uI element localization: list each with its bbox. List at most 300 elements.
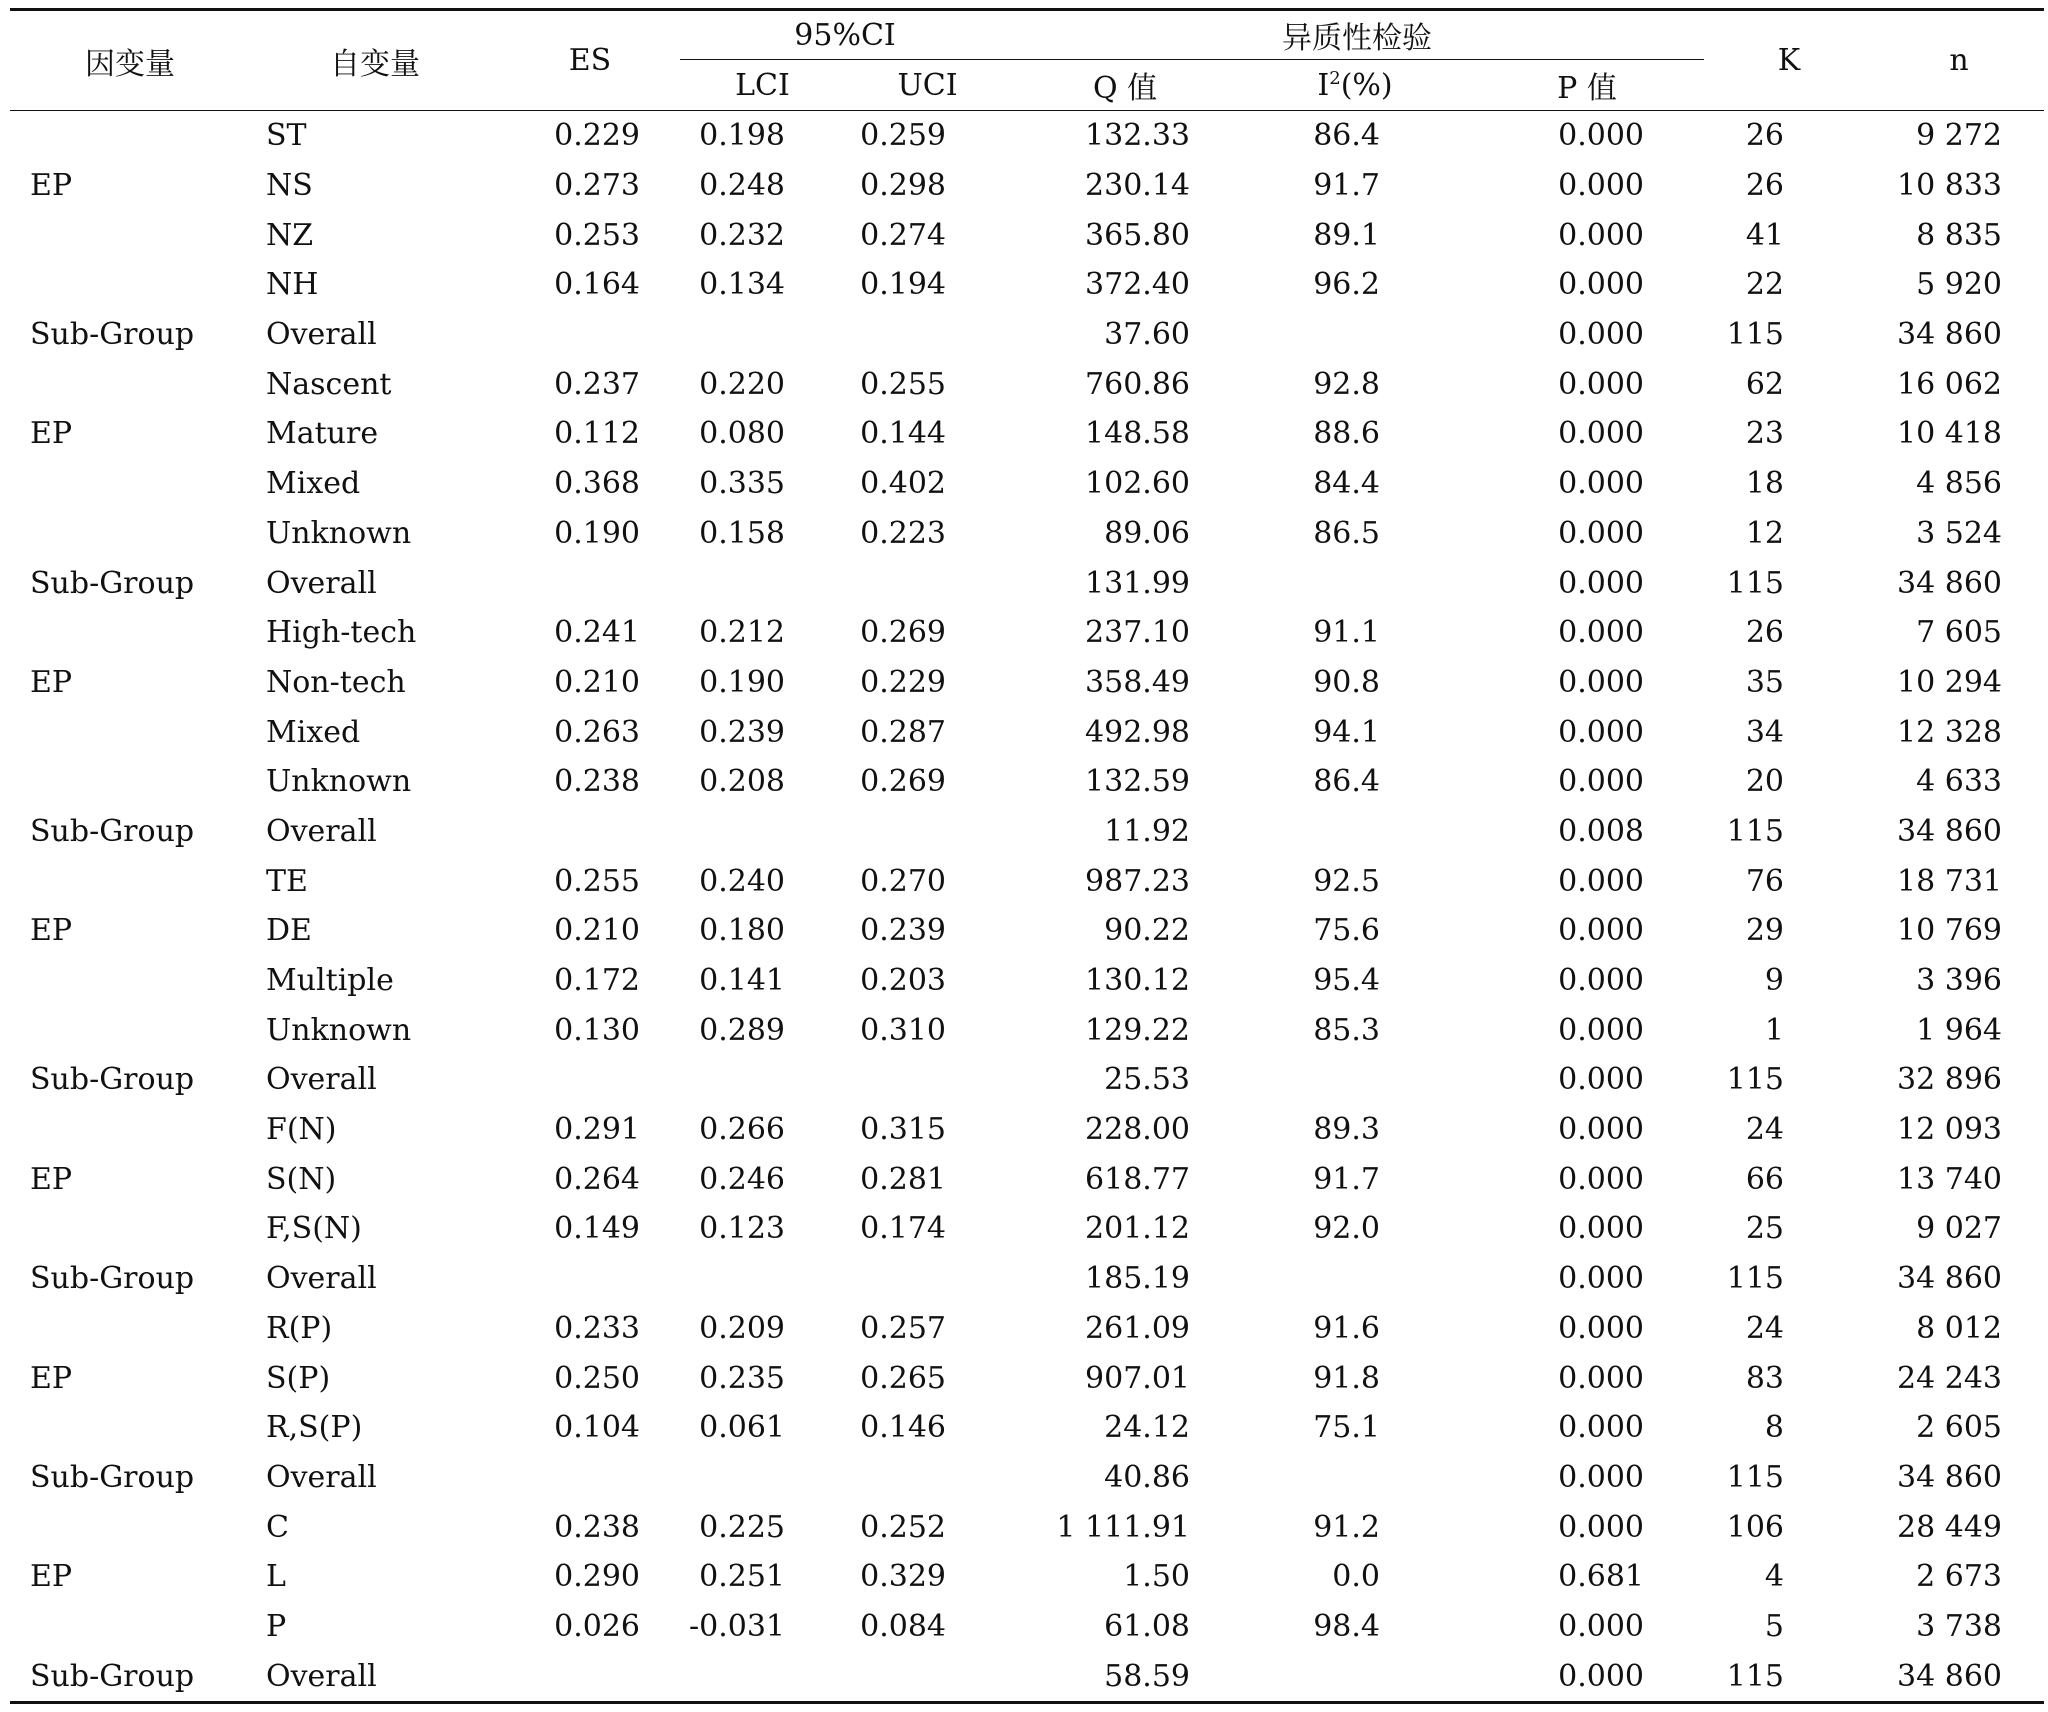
cell-p-value: 0.000 xyxy=(1558,1261,1645,1297)
header-dependent-variable: 因变量 xyxy=(10,10,250,111)
cell-dependent-variable xyxy=(10,1502,250,1552)
cell-i-squared: 91.8 xyxy=(1313,1360,1381,1396)
cell-q-value: 11.92 xyxy=(1104,813,1191,849)
cell-independent-variable: Mixed xyxy=(266,714,361,750)
cell-effect-size xyxy=(500,1254,680,1304)
cell-q-value: 37.60 xyxy=(1104,317,1191,353)
cell-effect-size: 0.238 xyxy=(554,1509,640,1545)
cell-uci xyxy=(845,1453,1010,1503)
cell-n: 34 860 xyxy=(1897,1261,2003,1297)
cell-i-squared xyxy=(1240,558,1470,608)
cell-n: 1 964 xyxy=(1916,1012,2003,1048)
cell-lci xyxy=(680,807,845,857)
cell-i-squared: 88.6 xyxy=(1313,416,1381,452)
cell-q-value: 132.33 xyxy=(1085,118,1191,154)
cell-p-value: 0.681 xyxy=(1558,1559,1645,1595)
cell-q-value: 492.98 xyxy=(1085,714,1191,750)
cell-independent-variable: NS xyxy=(266,168,313,204)
meta-analysis-table xyxy=(10,8,2044,1704)
cell-effect-size: 0.172 xyxy=(554,963,640,999)
cell-q-value: 89.06 xyxy=(1104,515,1191,551)
cell-i-squared: 91.2 xyxy=(1313,1509,1381,1545)
cell-uci: 0.146 xyxy=(860,1410,947,1446)
cell-effect-size: 0.253 xyxy=(554,217,640,253)
cell-independent-variable: ST xyxy=(266,118,307,154)
table-row xyxy=(10,1453,2044,1503)
cell-lci: 0.123 xyxy=(699,1211,785,1247)
cell-independent-variable: Non-tech xyxy=(266,664,406,700)
cell-q-value: 201.12 xyxy=(1085,1211,1191,1247)
header-k: K xyxy=(1704,10,1874,111)
cell-uci: 0.174 xyxy=(860,1211,947,1247)
cell-n: 34 860 xyxy=(1897,813,2003,849)
cell-q-value: 237.10 xyxy=(1085,615,1191,651)
cell-k: 115 xyxy=(1704,1651,1874,1702)
cell-k: 18 xyxy=(1745,466,1785,502)
table-row xyxy=(10,509,2044,559)
cell-i-squared: 84.4 xyxy=(1313,466,1381,502)
cell-n: 10 769 xyxy=(1897,913,2003,949)
cell-dependent-variable: Sub-Group xyxy=(30,1459,195,1495)
header-i-squared xyxy=(1240,60,1470,111)
cell-dependent-variable: EP xyxy=(30,1360,73,1396)
cell-independent-variable: Mature xyxy=(266,416,379,452)
cell-dependent-variable: Sub-Group xyxy=(30,813,195,849)
cell-dependent-variable xyxy=(10,1403,250,1453)
cell-n: 4 633 xyxy=(1916,764,2003,800)
cell-q-value: 58.59 xyxy=(1010,1651,1240,1702)
cell-p-value: 0.000 xyxy=(1558,565,1645,601)
cell-p-value: 0.000 xyxy=(1558,118,1645,154)
cell-effect-size: 0.368 xyxy=(554,466,640,502)
table-row xyxy=(10,1403,2044,1453)
cell-i-squared: 86.4 xyxy=(1313,764,1381,800)
cell-effect-size: 0.210 xyxy=(554,664,640,700)
cell-uci xyxy=(845,310,1010,360)
header-p-value: P 值 xyxy=(1470,60,1704,111)
cell-q-value: 40.86 xyxy=(1104,1459,1191,1495)
cell-p-value: 0.000 xyxy=(1470,1651,1704,1702)
table-row xyxy=(10,1154,2044,1204)
cell-independent-variable: Unknown xyxy=(266,764,412,800)
header-independent-variable: 自变量 xyxy=(250,10,500,111)
cell-uci: 0.144 xyxy=(860,416,947,452)
cell-dependent-variable xyxy=(10,856,250,906)
cell-uci: 0.315 xyxy=(860,1112,947,1148)
cell-i-squared: 91.7 xyxy=(1313,1161,1381,1197)
header-uci: UCI xyxy=(845,60,1010,111)
cell-uci: 0.239 xyxy=(860,913,947,949)
cell-n: 18 731 xyxy=(1897,863,2003,899)
cell-uci: 0.084 xyxy=(860,1608,947,1644)
cell-k: 115 xyxy=(1726,565,1785,601)
cell-uci: 0.194 xyxy=(860,267,947,303)
header-n: n xyxy=(1874,10,2044,111)
cell-dependent-variable: Sub-Group xyxy=(30,1062,195,1098)
cell-q-value: 131.99 xyxy=(1085,565,1191,601)
table-row xyxy=(10,310,2044,360)
cell-k: 24 xyxy=(1745,1310,1785,1346)
cell-k: 9 xyxy=(1764,963,1785,999)
cell-p-value: 0.000 xyxy=(1558,168,1645,204)
cell-effect-size: 0.130 xyxy=(554,1012,640,1048)
cell-i-squared: 92.8 xyxy=(1313,366,1381,402)
cell-p-value: 0.000 xyxy=(1558,863,1645,899)
table-row xyxy=(10,459,2044,509)
cell-q-value: 25.53 xyxy=(1104,1062,1191,1098)
cell-effect-size: 0.238 xyxy=(554,764,640,800)
cell-p-value: 0.000 xyxy=(1558,1509,1645,1545)
cell-lci: 0.248 xyxy=(699,168,785,204)
table-row xyxy=(10,906,2044,956)
cell-dependent-variable xyxy=(10,757,250,807)
cell-dependent-variable xyxy=(10,359,250,409)
cell-p-value: 0.000 xyxy=(1558,267,1645,303)
cell-n: 12 093 xyxy=(1897,1112,2003,1148)
cell-independent-variable: Overall xyxy=(266,1459,377,1495)
cell-p-value: 0.000 xyxy=(1558,1310,1645,1346)
cell-dependent-variable xyxy=(10,260,250,310)
cell-independent-variable: L xyxy=(266,1559,286,1595)
table-row xyxy=(10,1552,2044,1602)
cell-n: 34 860 xyxy=(1897,1459,2003,1495)
cell-q-value: 261.09 xyxy=(1085,1310,1191,1346)
cell-i-squared: 75.1 xyxy=(1313,1410,1381,1446)
cell-uci xyxy=(845,807,1010,857)
cell-independent-variable: NZ xyxy=(266,217,314,253)
cell-p-value: 0.000 xyxy=(1558,366,1645,402)
cell-n: 10 833 xyxy=(1897,168,2003,204)
cell-i-squared: 92.0 xyxy=(1313,1211,1381,1247)
cell-k: 62 xyxy=(1745,366,1785,402)
cell-uci: 0.203 xyxy=(860,963,947,999)
table-row xyxy=(10,856,2044,906)
cell-effect-size: 0.026 xyxy=(554,1608,640,1644)
cell-n: 3 524 xyxy=(1916,515,2003,551)
cell-independent-variable: S(P) xyxy=(266,1360,331,1396)
cell-lci: 0.289 xyxy=(699,1012,785,1048)
cell-uci: 0.310 xyxy=(860,1012,947,1048)
cell-k: 115 xyxy=(1726,1261,1785,1297)
cell-n: 24 243 xyxy=(1897,1360,2003,1396)
cell-lci xyxy=(680,1254,845,1304)
cell-dependent-variable: EP xyxy=(30,664,73,700)
cell-lci: 0.335 xyxy=(699,466,785,502)
cell-q-value: 130.12 xyxy=(1085,963,1191,999)
cell-effect-size xyxy=(500,1651,680,1702)
table-body xyxy=(10,111,2044,1703)
cell-i-squared: 92.5 xyxy=(1313,863,1381,899)
table-row xyxy=(10,558,2044,608)
cell-effect-size: 0.250 xyxy=(554,1360,640,1396)
cell-uci: 0.257 xyxy=(860,1310,947,1346)
table-row xyxy=(10,1304,2044,1354)
cell-uci: 0.229 xyxy=(860,664,947,700)
table-row xyxy=(10,1005,2044,1055)
cell-lci: 0.061 xyxy=(699,1410,785,1446)
cell-k: 26 xyxy=(1745,615,1785,651)
cell-effect-size: 0.104 xyxy=(554,1410,640,1446)
cell-independent-variable: C xyxy=(266,1509,289,1545)
cell-k: 115 xyxy=(1726,1062,1785,1098)
cell-p-value: 0.000 xyxy=(1558,217,1645,253)
cell-n: 2 673 xyxy=(1916,1559,2003,1595)
header-q-value: Q 值 xyxy=(1010,60,1240,111)
table-row xyxy=(10,111,2044,161)
cell-p-value: 0.000 xyxy=(1558,714,1645,750)
table-row xyxy=(10,1204,2044,1254)
cell-independent-variable: High-tech xyxy=(266,615,417,651)
cell-dependent-variable: Sub-Group xyxy=(10,1651,250,1702)
cell-i-squared: 96.2 xyxy=(1313,267,1381,303)
cell-n: 2 605 xyxy=(1916,1410,2003,1446)
cell-effect-size xyxy=(500,1055,680,1105)
cell-lci: 0.134 xyxy=(699,267,785,303)
header-confidence-interval: 95%CI xyxy=(680,10,1010,60)
cell-k: 12 xyxy=(1745,515,1785,551)
table-row xyxy=(10,608,2044,658)
table-row xyxy=(10,409,2044,459)
cell-i-squared: 89.1 xyxy=(1313,217,1381,253)
cell-uci: 0.329 xyxy=(860,1559,947,1595)
table-row xyxy=(10,956,2044,1006)
cell-dependent-variable xyxy=(10,1602,250,1652)
cell-p-value: 0.000 xyxy=(1558,764,1645,800)
cell-uci: 0.402 xyxy=(860,466,947,502)
cell-independent-variable: S(N) xyxy=(266,1161,337,1197)
header-i-squared-base: I xyxy=(1317,67,1330,103)
cell-p-value: 0.000 xyxy=(1558,466,1645,502)
cell-i-squared xyxy=(1240,1651,1470,1702)
cell-i-squared: 0.0 xyxy=(1332,1559,1381,1595)
cell-n: 34 860 xyxy=(1874,1651,2044,1702)
cell-i-squared: 85.3 xyxy=(1313,1012,1381,1048)
cell-k: 26 xyxy=(1745,168,1785,204)
cell-independent-variable: Overall xyxy=(266,317,377,353)
cell-dependent-variable xyxy=(10,509,250,559)
table-row xyxy=(10,1651,2044,1702)
cell-dependent-variable xyxy=(10,707,250,757)
cell-lci: 0.266 xyxy=(699,1112,785,1148)
cell-effect-size xyxy=(500,310,680,360)
cell-dependent-variable xyxy=(10,210,250,260)
cell-n: 34 860 xyxy=(1897,565,2003,601)
cell-p-value: 0.000 xyxy=(1558,1012,1645,1048)
cell-n: 10 418 xyxy=(1897,416,2003,452)
cell-effect-size: 0.290 xyxy=(554,1559,640,1595)
cell-uci xyxy=(845,558,1010,608)
cell-n: 4 856 xyxy=(1916,466,2003,502)
cell-effect-size: 0.255 xyxy=(554,863,640,899)
cell-n: 34 860 xyxy=(1897,317,2003,353)
cell-effect-size: 0.273 xyxy=(554,168,640,204)
cell-independent-variable: Nascent xyxy=(266,366,392,402)
cell-k: 66 xyxy=(1745,1161,1785,1197)
cell-dependent-variable: EP xyxy=(30,1559,73,1595)
cell-dependent-variable xyxy=(10,1304,250,1354)
cell-uci: 0.281 xyxy=(860,1161,947,1197)
cell-lci: 0.141 xyxy=(699,963,785,999)
cell-effect-size xyxy=(500,1453,680,1503)
cell-lci: 0.220 xyxy=(699,366,785,402)
header-i-squared-sup: 2 xyxy=(1329,67,1341,89)
cell-n: 10 294 xyxy=(1897,664,2003,700)
cell-dependent-variable: EP xyxy=(30,416,73,452)
cell-k: 35 xyxy=(1745,664,1785,700)
cell-effect-size: 0.149 xyxy=(554,1211,640,1247)
cell-independent-variable: NH xyxy=(266,267,319,303)
cell-independent-variable: Multiple xyxy=(266,963,394,999)
cell-lci: -0.031 xyxy=(688,1608,785,1644)
table-row xyxy=(10,1105,2044,1155)
table-row xyxy=(10,1602,2044,1652)
cell-i-squared: 90.8 xyxy=(1313,664,1381,700)
cell-i-squared: 75.6 xyxy=(1313,913,1381,949)
cell-k: 76 xyxy=(1745,863,1785,899)
cell-i-squared: 89.3 xyxy=(1313,1112,1381,1148)
cell-uci: 0.287 xyxy=(860,714,947,750)
cell-effect-size: 0.237 xyxy=(554,366,640,402)
table-row xyxy=(10,1353,2044,1403)
results-table-container xyxy=(10,8,2044,1704)
cell-lci: 0.232 xyxy=(699,217,785,253)
cell-dependent-variable: EP xyxy=(30,168,73,204)
cell-uci: 0.265 xyxy=(860,1360,947,1396)
cell-k: 26 xyxy=(1745,118,1785,154)
cell-q-value: 1.50 xyxy=(1123,1559,1191,1595)
cell-lci: 0.239 xyxy=(699,714,785,750)
cell-q-value: 24.12 xyxy=(1104,1410,1191,1446)
cell-lci xyxy=(680,558,845,608)
cell-q-value: 90.22 xyxy=(1104,913,1191,949)
table-row xyxy=(10,359,2044,409)
cell-uci xyxy=(845,1055,1010,1105)
cell-n: 9 272 xyxy=(1916,118,2003,154)
cell-dependent-variable: Sub-Group xyxy=(30,565,195,601)
cell-independent-variable: Overall xyxy=(266,565,377,601)
cell-effect-size: 0.112 xyxy=(554,416,640,452)
cell-uci: 0.259 xyxy=(860,118,947,154)
cell-uci: 0.298 xyxy=(860,168,947,204)
cell-q-value: 372.40 xyxy=(1085,267,1191,303)
cell-independent-variable: Overall xyxy=(266,813,377,849)
table-row xyxy=(10,757,2044,807)
cell-effect-size: 0.233 xyxy=(554,1310,640,1346)
cell-independent-variable: F(N) xyxy=(266,1112,337,1148)
cell-uci: 0.252 xyxy=(860,1509,947,1545)
header-i-squared-unit: (%) xyxy=(1340,67,1393,103)
cell-independent-variable: Overall xyxy=(266,1062,377,1098)
cell-i-squared: 91.1 xyxy=(1313,615,1381,651)
cell-q-value: 185.19 xyxy=(1085,1261,1191,1297)
cell-p-value: 0.008 xyxy=(1558,813,1645,849)
cell-i-squared xyxy=(1240,310,1470,360)
cell-uci: 0.274 xyxy=(860,217,947,253)
cell-p-value: 0.000 xyxy=(1558,1112,1645,1148)
cell-uci: 0.270 xyxy=(860,863,947,899)
cell-k: 24 xyxy=(1745,1112,1785,1148)
cell-lci: 0.158 xyxy=(699,515,785,551)
cell-p-value: 0.000 xyxy=(1558,1161,1645,1197)
cell-q-value: 148.58 xyxy=(1085,416,1191,452)
cell-q-value: 102.60 xyxy=(1085,466,1191,502)
cell-i-squared: 98.4 xyxy=(1313,1608,1381,1644)
cell-k: 25 xyxy=(1745,1211,1785,1247)
cell-lci: 0.246 xyxy=(699,1161,785,1197)
cell-q-value: 132.59 xyxy=(1085,764,1191,800)
cell-p-value: 0.000 xyxy=(1558,1360,1645,1396)
cell-lci xyxy=(680,310,845,360)
cell-effect-size: 0.264 xyxy=(554,1161,640,1197)
cell-q-value: 358.49 xyxy=(1085,664,1191,700)
cell-p-value: 0.000 xyxy=(1558,913,1645,949)
cell-independent-variable: R(P) xyxy=(266,1310,333,1346)
header-lci: LCI xyxy=(680,60,845,111)
cell-k: 41 xyxy=(1745,217,1785,253)
table-row xyxy=(10,260,2044,310)
cell-q-value: 129.22 xyxy=(1085,1012,1191,1048)
header-heterogeneity-test: 异质性检验 xyxy=(1010,10,1704,60)
cell-k: 83 xyxy=(1745,1360,1785,1396)
cell-p-value: 0.000 xyxy=(1558,1211,1645,1247)
cell-dependent-variable: Sub-Group xyxy=(30,317,195,353)
cell-q-value: 618.77 xyxy=(1085,1161,1191,1197)
table-row xyxy=(10,658,2044,708)
cell-k: 1 xyxy=(1764,1012,1785,1048)
cell-i-squared xyxy=(1240,807,1470,857)
cell-lci: 0.208 xyxy=(699,764,785,800)
cell-p-value: 0.000 xyxy=(1558,416,1645,452)
cell-independent-variable: Mixed xyxy=(266,466,361,502)
cell-dependent-variable xyxy=(10,608,250,658)
cell-uci: 0.255 xyxy=(860,366,947,402)
cell-effect-size: 0.210 xyxy=(554,913,640,949)
table-row xyxy=(10,1254,2044,1304)
cell-uci: 0.269 xyxy=(860,764,947,800)
cell-lci xyxy=(680,1651,845,1702)
cell-lci: 0.209 xyxy=(699,1310,785,1346)
cell-n: 3 738 xyxy=(1916,1608,2003,1644)
cell-lci: 0.180 xyxy=(699,913,785,949)
cell-p-value: 0.000 xyxy=(1558,963,1645,999)
cell-effect-size: 0.263 xyxy=(554,714,640,750)
cell-q-value: 907.01 xyxy=(1085,1360,1191,1396)
cell-k: 29 xyxy=(1745,913,1785,949)
cell-n: 16 062 xyxy=(1897,366,2003,402)
cell-n: 8 012 xyxy=(1916,1310,2003,1346)
cell-k: 20 xyxy=(1745,764,1785,800)
cell-lci xyxy=(680,1055,845,1105)
cell-lci: 0.190 xyxy=(699,664,785,700)
cell-effect-size: 0.190 xyxy=(554,515,640,551)
cell-lci: 0.235 xyxy=(699,1360,785,1396)
cell-n: 7 605 xyxy=(1916,615,2003,651)
cell-n: 3 396 xyxy=(1916,963,2003,999)
cell-independent-variable: DE xyxy=(266,913,312,949)
cell-lci: 0.225 xyxy=(699,1509,785,1545)
cell-dependent-variable xyxy=(10,956,250,1006)
cell-independent-variable: Overall xyxy=(250,1651,500,1702)
cell-n: 12 328 xyxy=(1897,714,2003,750)
cell-p-value: 0.000 xyxy=(1558,317,1645,353)
cell-p-value: 0.000 xyxy=(1558,1410,1645,1446)
cell-independent-variable: F,S(N) xyxy=(266,1211,362,1247)
cell-k: 23 xyxy=(1745,416,1785,452)
cell-uci xyxy=(845,1651,1010,1702)
cell-effect-size: 0.229 xyxy=(554,118,640,154)
cell-q-value: 230.14 xyxy=(1085,168,1191,204)
cell-k: 115 xyxy=(1726,813,1785,849)
